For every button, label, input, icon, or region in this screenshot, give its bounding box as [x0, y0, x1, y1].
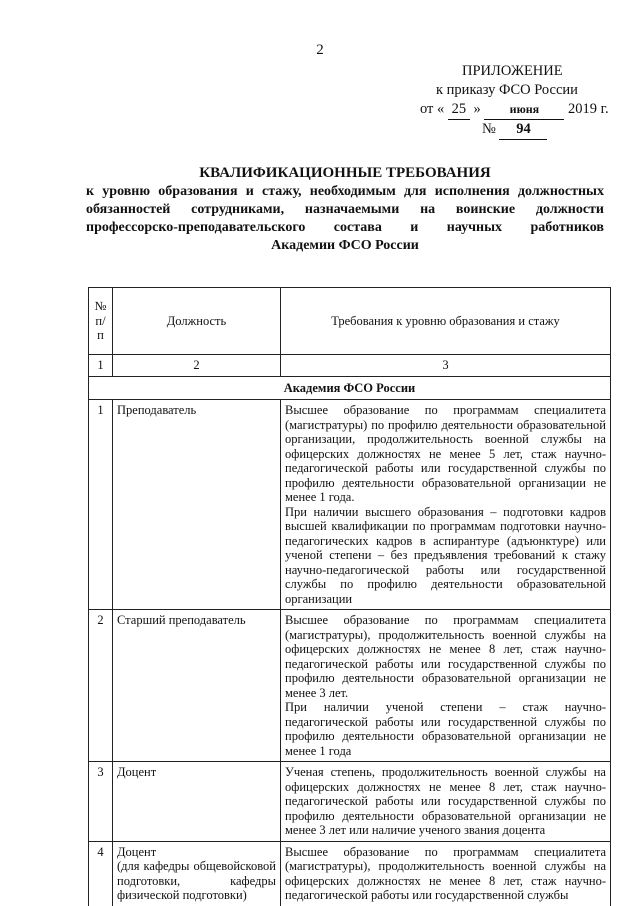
date-prefix: от «	[420, 101, 445, 117]
date-day: 25	[448, 100, 470, 120]
row-number: 4	[89, 841, 113, 906]
requirement-paragraph: Высшее образование по программам специалитета (магистратуры), продолжительность военной службы на офицерских должностях не менее 8 лет, стаж научно-педагогической работы или государственной службы	[285, 844, 606, 902]
requirement-paragraph: Высшее образование по программам специалитета (магистратуры), продолжительность военной службы на офицерских должностях не менее 8 лет, стаж научно-педагогической работы или государственной службы по профилю деятельности образовательной организации не менее 3 лет.	[285, 613, 606, 700]
row-position: Доцент	[113, 762, 281, 842]
row-number: 2	[89, 610, 113, 762]
date-mid: »	[473, 101, 481, 117]
row-position	[113, 841, 281, 906]
heading-title: КВАЛИФИКАЦИОННЫЕ ТРЕБОВАНИЯ	[199, 165, 491, 181]
row-requirements	[281, 762, 611, 842]
appendix-block	[420, 62, 620, 140]
header-position: Должность	[113, 288, 281, 355]
column-number-row	[89, 355, 611, 377]
position-title: Доцент	[117, 844, 157, 859]
table-row	[89, 610, 611, 762]
header-number: № п/п	[89, 288, 113, 355]
heading-line-1: к уровню образования и стажу, необходимым для исполнения должностных	[86, 184, 604, 199]
col-number-2: 2	[113, 355, 281, 377]
date-month: июня	[484, 100, 564, 120]
row-requirements	[281, 841, 611, 906]
appendix-title: ПРИЛОЖЕНИЕ	[462, 63, 563, 79]
number-value: 94	[499, 120, 547, 140]
requirement-paragraph: При наличии высшего образования – подготовки кадров высшей квалификации по программам подготовки научно-педагогических кадров в аспирантуре (адъюнктуре) или ученой степени – без предъявления требований к стажу научно-педагогической работы или государственной службы по профилю деятельности образовательной организации	[285, 504, 606, 606]
heading-line-3: профессорско-преподавательского состава и научных работников	[86, 220, 604, 235]
table-row	[89, 400, 611, 610]
appendix-date	[420, 100, 620, 120]
row-requirements	[281, 400, 611, 610]
section-row	[89, 376, 611, 400]
row-requirements	[281, 610, 611, 762]
page-number: 2	[316, 42, 324, 58]
requirement-paragraph: При наличии ученой степени – стаж научно-педагогической работы или государственной службы по профилю деятельности образовательной организации не менее 1 года	[285, 700, 606, 758]
table-row	[89, 762, 611, 842]
row-number: 1	[89, 400, 113, 610]
row-number: 3	[89, 762, 113, 842]
appendix-number	[420, 120, 620, 140]
header-requirements: Требования к уровню образования и стажу	[281, 288, 611, 355]
date-year: 2019 г.	[568, 101, 609, 117]
row-position: Преподаватель	[113, 400, 281, 610]
table-header-row	[89, 288, 611, 355]
requirement-paragraph: Ученая степень, продолжительность военной службы на офицерских должностях не менее 8 лет, стаж научно-педагогической работы или государственной службы по профилю деятельности образовательной организации не менее 3 лет или наличие ученого звания доцента	[285, 765, 606, 837]
requirement-paragraph: Высшее образование по программам специалитета (магистратуры) по профилю деятельности образовательной организации, продолжительность военной службы на офицерских должностях не менее 5 лет, стаж научно-педагогической работы или государственной службы по профилю деятельности образовательной организации не менее 1 года.	[285, 403, 606, 504]
position-note: (для кафедры общевойсковой подготовки, кафедры физической подготовки)	[117, 859, 276, 902]
heading-line-4: Академии ФСО России	[271, 238, 419, 253]
table-row	[89, 841, 611, 906]
col-number-3: 3	[281, 355, 611, 377]
document-heading	[86, 164, 604, 255]
col-number-1: 1	[89, 355, 113, 377]
requirements-table	[88, 287, 611, 906]
appendix-order-line: к приказу ФСО России	[436, 82, 578, 98]
row-position: Старший преподаватель	[113, 610, 281, 762]
number-prefix: №	[482, 121, 496, 137]
heading-line-2: обязанностей сотрудниками, назначаемыми на воинские должности	[86, 202, 604, 217]
section-title: Академия ФСО России	[89, 376, 611, 400]
